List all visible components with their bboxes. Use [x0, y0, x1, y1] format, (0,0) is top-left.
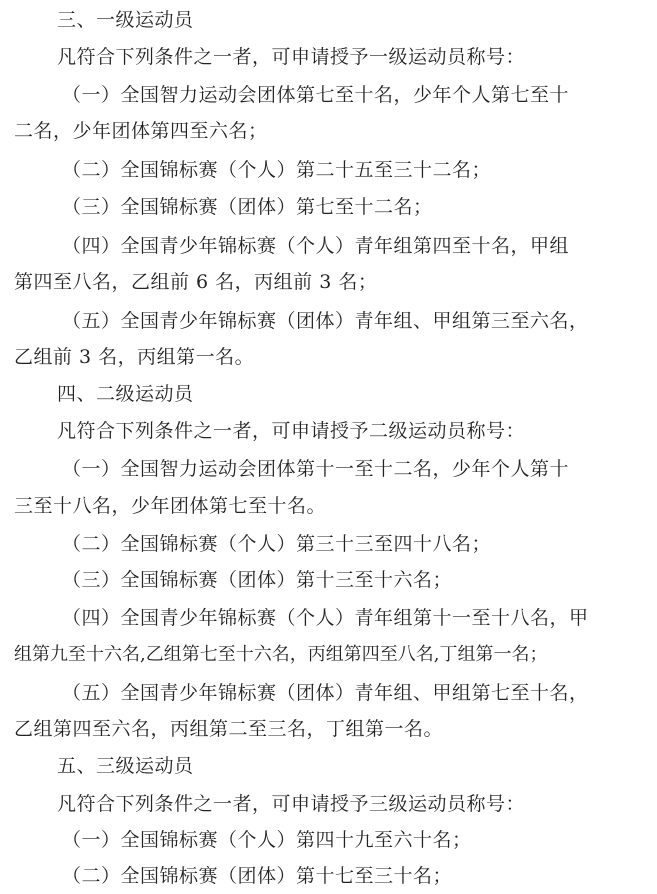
paragraph-line: （五）全国青少年锦标赛（团体）青年组、甲组第三至六名，: [62, 310, 589, 332]
paragraph-line: （一）全国智力运动会团体第十一至十二名，少年个人第十: [62, 458, 570, 480]
paragraph-line: 凡符合下列条件之一者，可申请授予三级运动员称号：: [57, 793, 526, 815]
section-heading-second-class-athlete: 四、二级运动员: [57, 383, 194, 405]
paragraph-line: 三至十八名，少年团体第七至十名。: [14, 495, 327, 517]
paragraph-line: 第四至八名，乙组前 6 名，丙组前 3 名；: [14, 271, 378, 293]
paragraph-line: （四）全国青少年锦标赛（个人）青年组第十一至十八名，甲: [62, 607, 589, 629]
paragraph-line: 乙组第四至六名，丙组第二至三名，丁组第一名。: [14, 718, 444, 740]
paragraph-line: （五）全国青少年锦标赛（团体）青年组、甲组第七至十名，: [62, 682, 589, 704]
paragraph-line: 凡符合下列条件之一者，可申请授予二级运动员称号：: [57, 420, 526, 442]
paragraph-line: （四）全国青少年锦标赛（个人）青年组第四至十名，甲组: [62, 235, 570, 257]
paragraph-line: （二）全国锦标赛（个人）第二十五至三十二名；: [62, 159, 492, 181]
paragraph-line: （三）全国锦标赛（团体）第七至十二名；: [62, 196, 433, 218]
section-heading-first-class-athlete: 三、一级运动员: [57, 9, 194, 31]
paragraph-line: （二）全国锦标赛（个人）第三十三至四十八名；: [62, 533, 492, 555]
paragraph-line: （一）全国智力运动会团体第七至十名，少年个人第七至十: [62, 84, 570, 106]
paragraph-line: （三）全国锦标赛（团体）第十三至十六名；: [62, 569, 453, 591]
paragraph-line: （一）全国锦标赛（个人）第四十九至六十名；: [62, 829, 472, 851]
paragraph-line: 二名，少年团体第四至六名；: [14, 120, 268, 142]
section-heading-third-class-athlete: 五、三级运动员: [57, 755, 194, 777]
paragraph-line: 凡符合下列条件之一者，可申请授予一级运动员称号：: [57, 46, 526, 68]
paragraph-line: 组第九至十六名,乙组第七至十六名，丙组第四至八名,丁组第一名；: [14, 644, 548, 665]
paragraph-line: （二）全国锦标赛（团体）第十七至三十名；: [62, 865, 453, 887]
paragraph-line: 乙组前 3 名，丙组第一名。: [14, 346, 255, 368]
